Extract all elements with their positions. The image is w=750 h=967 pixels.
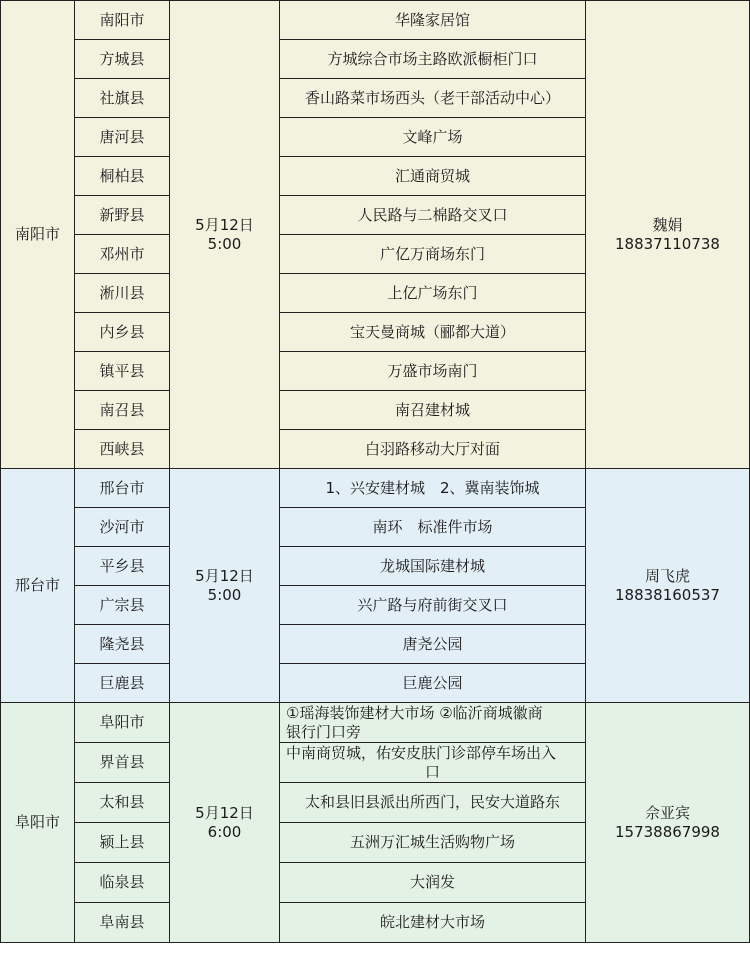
location: 唐尧公园 bbox=[280, 625, 586, 664]
county-name: 淅川县 bbox=[75, 274, 170, 313]
time-date: 5月12日 bbox=[195, 803, 254, 822]
county-name: 南召县 bbox=[75, 391, 170, 430]
location: 宝天曼商城（郦都大道） bbox=[280, 313, 586, 352]
time-date: 5月12日 bbox=[195, 215, 254, 234]
time-clock: 5:00 bbox=[207, 585, 242, 604]
table-row bbox=[1, 703, 750, 743]
county-name: 阜阳市 bbox=[75, 703, 170, 743]
county-name: 南阳市 bbox=[75, 1, 170, 40]
county-name: 镇平县 bbox=[75, 352, 170, 391]
county-name: 界首县 bbox=[75, 743, 170, 783]
location-line: 中南商贸城，佑安皮肤门诊部停车场出入 bbox=[286, 743, 557, 762]
county-name: 隆尧县 bbox=[75, 625, 170, 664]
location: 香山路菜市场西头（老干部活动中心） bbox=[280, 79, 586, 118]
table-row bbox=[1, 1, 750, 40]
contact-cell bbox=[586, 1, 750, 469]
county-name: 广宗县 bbox=[75, 586, 170, 625]
county-name: 桐柏县 bbox=[75, 157, 170, 196]
contact-phone: 18838160537 bbox=[615, 585, 720, 604]
county-name: 社旗县 bbox=[75, 79, 170, 118]
location bbox=[280, 703, 586, 743]
county-name: 唐河县 bbox=[75, 118, 170, 157]
contact-name: 佘亚宾 bbox=[644, 803, 690, 822]
location: 1、兴安建材城 2、冀南装饰城 bbox=[280, 469, 586, 508]
table-row bbox=[1, 469, 750, 508]
location: 人民路与二棉路交叉口 bbox=[280, 196, 586, 235]
location: 五洲万汇城生活购物广场 bbox=[280, 823, 586, 863]
location-line: 口 bbox=[424, 762, 440, 781]
contact-name: 魏娟 bbox=[652, 215, 683, 234]
county-name: 邓州市 bbox=[75, 235, 170, 274]
county-name: 太和县 bbox=[75, 783, 170, 823]
location: 龙城国际建材城 bbox=[280, 547, 586, 586]
county-name: 新野县 bbox=[75, 196, 170, 235]
location: 南环 标准件市场 bbox=[280, 508, 586, 547]
time-clock: 6:00 bbox=[207, 822, 242, 841]
location: 文峰广场 bbox=[280, 118, 586, 157]
contact-cell bbox=[586, 703, 750, 943]
county-name: 临泉县 bbox=[75, 863, 170, 903]
county-name: 方城县 bbox=[75, 40, 170, 79]
time-date: 5月12日 bbox=[195, 566, 254, 585]
contact-phone: 18837110738 bbox=[615, 234, 720, 253]
contact-name: 周飞虎 bbox=[644, 566, 690, 585]
location: 太和县旧县派出所西门，民安大道路东 bbox=[280, 783, 586, 823]
location bbox=[280, 743, 586, 783]
city-name: 阜阳市 bbox=[1, 703, 75, 943]
county-name: 颍上县 bbox=[75, 823, 170, 863]
location: 方城综合市场主路欧派橱柜门口 bbox=[280, 40, 586, 79]
county-name: 内乡县 bbox=[75, 313, 170, 352]
location: 广亿万商场东门 bbox=[280, 235, 586, 274]
location: 上亿广场东门 bbox=[280, 274, 586, 313]
location-line: ①瑶海装饰建材大市场 ②临沂商城徽商 bbox=[286, 703, 543, 722]
location: 汇通商贸城 bbox=[280, 157, 586, 196]
county-name: 沙河市 bbox=[75, 508, 170, 547]
contact-phone: 15738867998 bbox=[615, 822, 720, 841]
county-name: 平乡县 bbox=[75, 547, 170, 586]
location-line: 银行门口旁 bbox=[286, 722, 362, 741]
time-cell bbox=[170, 703, 280, 943]
location: 巨鹿公园 bbox=[280, 664, 586, 703]
location: 南召建材城 bbox=[280, 391, 586, 430]
location: 皖北建材大市场 bbox=[280, 903, 586, 943]
location: 兴广路与府前街交叉口 bbox=[280, 586, 586, 625]
time-cell bbox=[170, 1, 280, 469]
location: 华隆家居馆 bbox=[280, 1, 586, 40]
city-name: 邢台市 bbox=[1, 469, 75, 703]
location: 白羽路移动大厅对面 bbox=[280, 430, 586, 469]
county-name: 西峡县 bbox=[75, 430, 170, 469]
contact-cell bbox=[586, 469, 750, 703]
location: 万盛市场南门 bbox=[280, 352, 586, 391]
county-name: 巨鹿县 bbox=[75, 664, 170, 703]
county-name: 邢台市 bbox=[75, 469, 170, 508]
time-clock: 5:00 bbox=[207, 234, 242, 253]
time-cell bbox=[170, 469, 280, 703]
location: 大润发 bbox=[280, 863, 586, 903]
county-name: 阜南县 bbox=[75, 903, 170, 943]
city-name: 南阳市 bbox=[1, 1, 75, 469]
